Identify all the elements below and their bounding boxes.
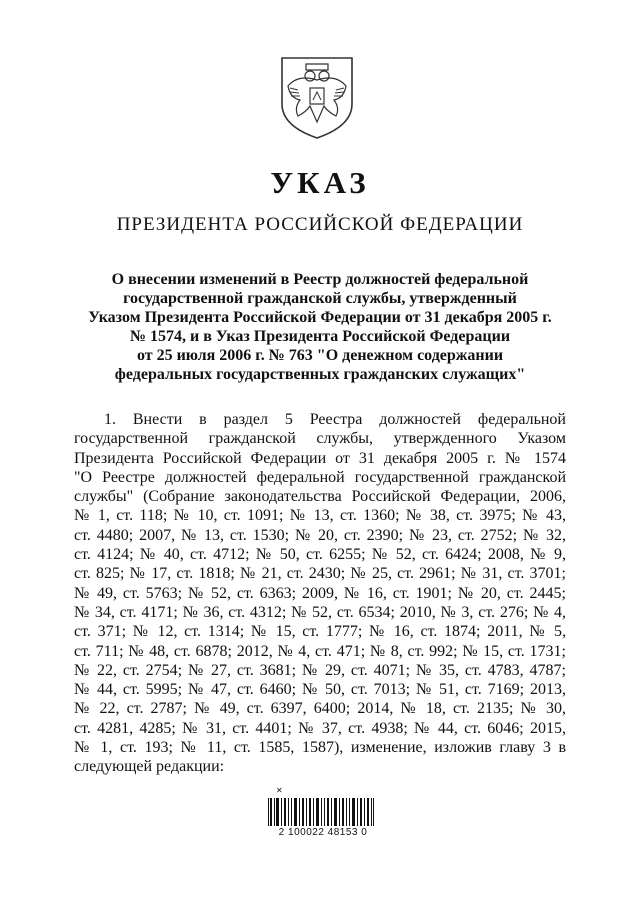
body-line: № 22, ст. 2787; № 49, ст. 6397, 6400; 2014, № 18, ст. 2135; № 30, <box>74 700 566 718</box>
coat-of-arms-emblem <box>276 52 358 142</box>
body-line: ст. 4281, 4285; № 31, ст. 4401; № 37, ст. 4938; № 44, ст. 6046; 2015, <box>74 719 566 737</box>
body-line: Президента Российской Федерации от 31 декабря 2005 г. № 1574 <box>74 449 566 467</box>
barcode-image <box>266 798 376 826</box>
issuer-subtitle: ПРЕЗИДЕНТА РОССИЙСКОЙ ФЕДЕРАЦИИ <box>116 214 524 235</box>
heading-line: государственной гражданской службы, утвержденный <box>123 290 517 307</box>
barcode-mark-icon: ✕ <box>276 786 283 795</box>
decree-title: УКАЗ <box>270 165 370 200</box>
heading-line: Указом Президента Российской Федерации от 31 декабря 2005 г. <box>88 309 552 326</box>
heading-line: от 25 июля 2006 г. № 763 "О денежном содержании <box>136 347 504 364</box>
body-line: № 49, ст. 5763; № 52, ст. 6363; 2009, № 16, ст. 1901; № 20, ст. 2445; <box>74 584 566 602</box>
body-line: государственной гражданской службы, утвержденного Указом <box>74 430 566 448</box>
body-line: № 34, ст. 4171; № 36, ст. 4312; № 52, ст. 6534; 2010, № 3, ст. 276; № 4, <box>74 603 566 621</box>
body-line: № 44, ст. 5995; № 47, ст. 6460; № 50, ст. 7013; № 51, ст. 7169; 2013, <box>74 681 566 699</box>
heading-line: № 1574, и в Указ Президента Российской Федерации <box>129 328 511 345</box>
body-line: службы" (Собрание законодательства Российской Федерации, 2006, <box>74 488 566 506</box>
body-line: № 1, ст. 193; № 11, ст. 1585, 1587), изменение, изложив главу 3 в <box>74 739 566 757</box>
body-line: № 22, ст. 2754; № 27, ст. 3681; № 29, ст. 4071; № 35, ст. 4783, 4787; <box>74 661 566 679</box>
body-line: № 1, ст. 118; № 10, ст. 1091; № 13, ст. 1360; № 38, ст. 3975; № 43, <box>74 507 566 525</box>
body-line: ст. 711; № 48, ст. 6878; 2012, № 4, ст. 471; № 8, ст. 992; № 15, ст. 1731; <box>74 642 566 660</box>
body-line: ст. 825; № 17, ст. 1818; № 21, ст. 2430; № 25, ст. 2961; № 31, ст. 3701; <box>74 565 566 583</box>
heading-line: федеральных государственных гражданских служащих" <box>114 366 526 383</box>
body-line: 1. Внести в раздел 5 Реестра должностей федеральной <box>104 411 566 428</box>
decree-heading <box>74 270 566 384</box>
body-line: ст. 4124; № 40, ст. 4712; № 50, ст. 6255; № 52, ст. 6424; 2008, № 9, <box>74 546 566 564</box>
heading-line: О внесении изменений в Реестр должностей федеральной <box>111 271 529 288</box>
body-line: "О Реестре должностей федеральной государственной гражданской <box>74 468 566 486</box>
body-line: ст. 4480; 2007, № 13, ст. 1530; № 20, ст. 2390; № 23, ст. 2752; № 32, <box>74 526 566 544</box>
barcode-number: 2 100022 48153 0 <box>278 827 368 838</box>
body-line: следующей редакции: <box>74 758 225 776</box>
body-line: ст. 371; № 12, ст. 1314; № 15, ст. 1777; № 16, ст. 1874; 2011, № 5, <box>74 623 566 641</box>
decree-body-paragraph <box>74 410 566 777</box>
